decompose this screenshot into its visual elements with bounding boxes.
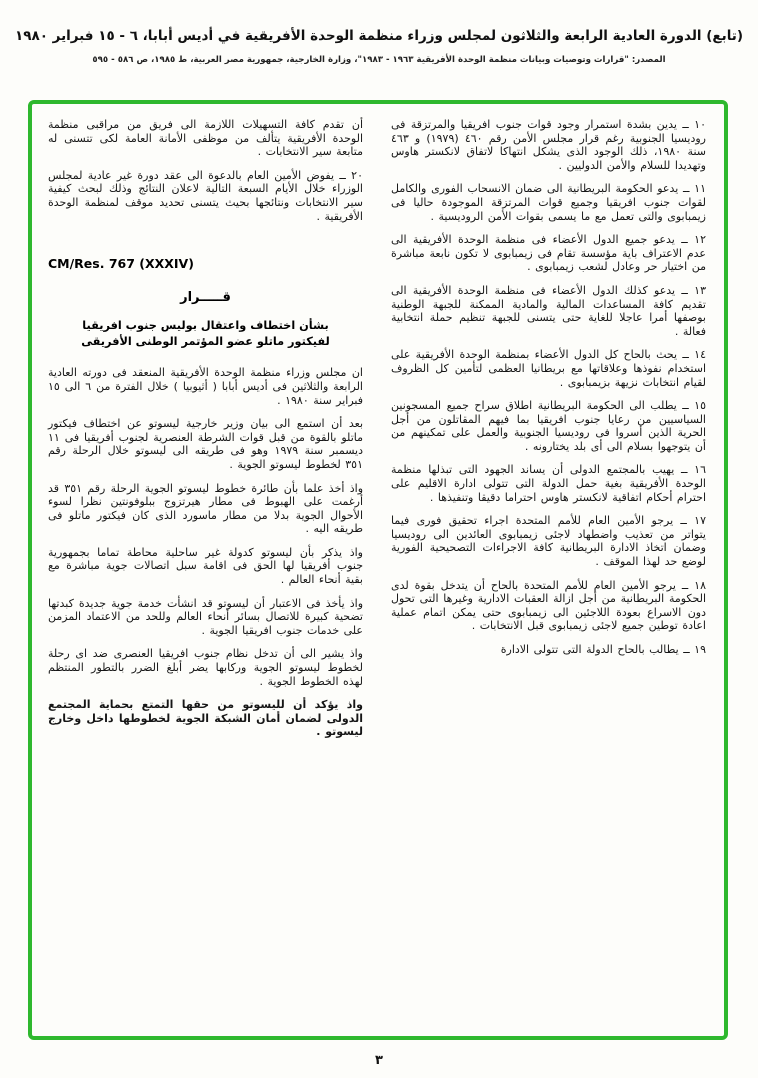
page-header: [0, 26, 758, 65]
left-column: [48, 118, 363, 1028]
resolution-item-17: ١٧ ــ يرجو الأمين العام للأمم المتحدة اجراء تحقيق فورى فيما يتواتر من تعذيب واضطهاد لاجئى زيمبابوى العائدين الى روديسيا وضمان اتخاذ الادارة البريطانية كافة الاجراءات التصحيحية الفورية لوضع حد لهذا الموقف .: [391, 514, 706, 569]
resolution-item-11: ١١ ــ يدعو الحكومة البريطانية الى ضمان الانسحاب الفورى والكامل لقوات جنوب افريقيا وجميع قوات المرتزقة الموجودة حاليا فى زيمبابوى والتى تعمل مع ما يسمى بقوات الأمن الروديسية .: [391, 182, 706, 223]
resolution-item-12: ١٢ ــ يدعو جميع الدول الأعضاء فى منظمة الوحدة الأفريقية الى عدم الاعتراف باية مؤسسة تقام فى زيمبابوى لا تكون نابعة مباشرة من اختيار حر وعادل لشعب زيمبابوى .: [391, 233, 706, 274]
preamble-paragraph-6: واذ يشير الى أن تدخل نظام جنوب افريقيا العنصرى ضد اى رحلة لخطوط ليسوتو الجوية وركابها يضر أبلغ الضرر بالتطور المنتظم لهذه الخطوط الجوية .: [48, 647, 363, 688]
preamble-paragraph-1: ان مجلس وزراء منظمة الوحدة الأفريقية المنعقد فى دورته العادية الرابعة والثلاثين فى أديس أبابا ( أثيوبيا ) خلال الفترة من ٦ الى ١٥ فبراير سنة ١٩٨٠ .: [48, 366, 363, 407]
right-column: [391, 118, 706, 1028]
item-19-continuation: أن تقدم كافة التسهيلات اللازمة الى فريق من مراقبى منظمة الوحدة الأفريقية يتألف من موظفى الأمانة العامة لكى تتسنى له متابعة سير الانتخابات .: [48, 118, 363, 159]
document-source: المصدر: "قرارات وتوصيات وبيانات منظمة الوحدة الأفريقية ١٩٦٣ - ١٩٨٣"، وزارة الخارجية، جمهورية مصر العربية، ط ١٩٨٥، ص ٥٨٦ - ٥٩٥: [92, 55, 666, 66]
resolution-subtitle-line-1: بشأن اختطاف واعتقال بوليس جنوب افريقيا: [82, 319, 329, 333]
resolution-item-15: ١٥ ــ يطلب الى الحكومة البريطانية اطلاق سراح جميع المسجونين السياسيين من رعايا جنوب افريقيا بما فيهم المقاتلون من أجل الحرية الذين أسروا فى روديسيا الجنوبية والعمل على تمكينهم من أن يتوجهوا بسلام الى أى بلد يختارونه .: [391, 399, 706, 453]
resolution-subtitle-line-2: لفيكتور ماتلو عضو المؤتمر الوطنى الأفريقى: [81, 335, 330, 349]
two-column-layout: [48, 118, 706, 1028]
preamble-paragraph-7: واذ يؤكد أن لليسوتو من حقها التمتع بحماية المجتمع الدولى لضمان أمان الشبكة الجوية لخطوطها داخل وخارج ليسوتو .: [48, 698, 363, 739]
preamble-paragraph-2: بعد أن استمع الى بيان وزير خارجية ليسوتو عن اختطاف فيكتور ماتلو بالقوة من قبل قوات الشرطة العنصرية لجنوب أفريقيا فى ١١ ديسمبر سنة ١٩٧٩ وهو فى طريقه الى ليسوتو خلال الرحلة رقم ٣٥١ لخطوط ليسوتو الجوية .: [48, 417, 363, 471]
preamble-paragraph-4: واذ يذكر بأن ليسوتو كدولة غير ساحلية محاطة تماما بجمهورية جنوب أفريقيا لها الحق فى اقامة سبل اتصالات جوية مباشرة مع بقية أنحاء العالم .: [48, 545, 363, 587]
resolution-item-20: ٢٠ ــ يفوض الأمين العام بالدعوة الى عقد دورة غير عادية لمجلس الوزراء خلال الأيام السبعة التالية لاعلان النتائج وذلك لبحث كيفية سير الانتخابات ونتائجها بحيث يتسنى تحديد موقف لمنظمة الوحدة الأفريقية .: [48, 168, 363, 223]
document-title: (تابع) الدورة العادية الرابعة والثلاثون لمجلس وزراء منظمة الوحدة الأفريقية في أديس أبابا، ٦ - ١٥ فبراير ١٩٨٠: [15, 28, 743, 44]
resolution-heading: قـــــرار: [180, 289, 231, 305]
resolution-item-14: ١٤ ــ يحث بالحاح كل الدول الأعضاء بمنظمة الوحدة الأفريقية على استخدام نفوذها وعلاقاتها مع بريطانيا العظمى لتأمين كل الظروف لقيام انتخابات نزيهة بزيمبابوى .: [391, 348, 706, 389]
resolution-item-13: ١٣ ــ يدعو كذلك الدول الأعضاء فى منظمة الوحدة الأفريقية الى تقديم كافة المساعدات المالية والمادية الممكنة للجبهة الوطنية بوصفها أمرا عاجلا للغاية حتى يتسنى للجبهة تنظيم حملة انتخابية فعالة .: [391, 283, 706, 338]
preamble-paragraph-5: واذ يأخذ فى الاعتبار أن ليسوتو قد انشأت خدمة جوية جديدة كبدتها تضحية كبيرة للاتصال بسائر أنحاء العالم وللحد من الاعتماد المزمن على خدمات جنوب افريقيا الجوية .: [48, 596, 363, 637]
resolution-content-box: [28, 100, 728, 1040]
resolution-item-19: ١٩ ــ يطالب بالحاح الدولة التى تتولى الادارة: [500, 643, 706, 656]
resolution-reference-number: CM/Res. 767 (XXXIV): [48, 256, 194, 272]
page-number: ٣: [375, 1053, 383, 1068]
resolution-item-18: ١٨ ــ يرجو الأمين العام للأمم المتحدة بالحاح أن يتدخل بقوة لدى الحكومة البريطانية من أجل ازالة العقبات الادارية وغيرها التى تحول دون الاسراع بعودة اللاجئين الى زيمبابوى حتى يمكن اتمام عملية اعادة توطين جميع لاجئى زيمبابوى قبل الانتخابات .: [391, 578, 706, 633]
preamble-paragraph-3: واذ أخذ علما بأن طائرة خطوط ليسوتو الجوية الرحلة رقم ٣٥١ قد أرغمت على الهبوط فى مطار هيرتزوج ببلوفونتين نظرا لسوء الأحوال الجوية بدلا من مطار ماسورد الذى كان فيكتور ماتلو فى طريقه اليه .: [48, 481, 364, 536]
resolution-item-10: ١٠ ــ يدين بشدة استمرار وجود قوات جنوب افريقيا والمرتزقة فى روديسيا الجنوبية رغم قرار مجلس الأمن رقم ٤٦٠ (١٩٧٩) و ٤٦٣ سنة ١٩٨٠، ذلك الوجود الذى يشكل انتهاكا لاتفاق لانكستر هاوس وتهديدا للسلام والأمن الدوليين .: [391, 118, 706, 172]
resolution-item-16: ١٦ ــ يهيب بالمجتمع الدولى أن يساند الجهود التى تبذلها منظمة الوحدة الأفريقية بغية حمل الدولة التى تتولى ادارة الاقليم على احترام أحكام اتفاقية لانكستر هاوس احتراما دقيقا وتنفيذها .: [391, 463, 706, 504]
resolution-subtitle: [48, 318, 363, 350]
